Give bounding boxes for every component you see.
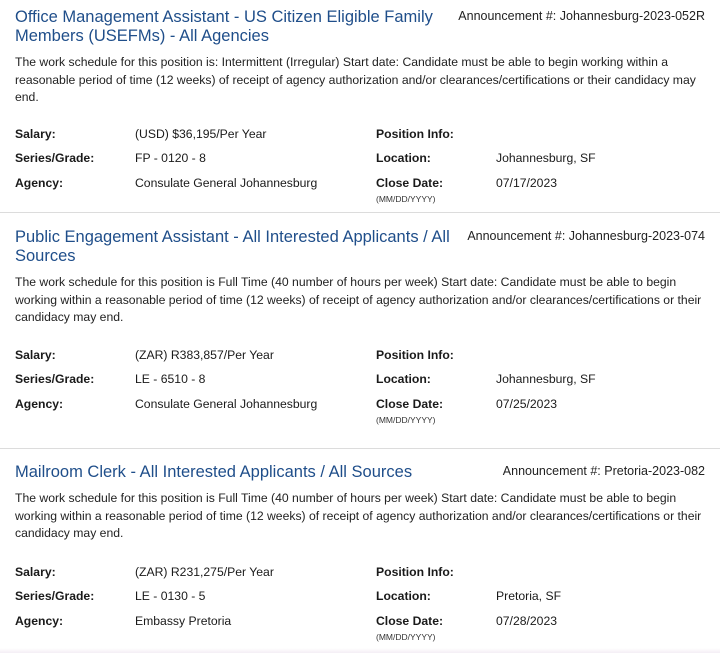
date-format-hint: (MM/DD/YYYY)	[376, 193, 436, 204]
salary-value: (ZAR) R231,275/Per Year	[135, 564, 274, 579]
salary-label: Salary:	[15, 347, 56, 362]
details-row	[15, 175, 705, 204]
close-date-label: Close Date:	[376, 613, 444, 628]
announcement-number: Announcement #: Johannesburg-2023-074	[467, 229, 705, 243]
position-info-label: Position Info:	[376, 347, 454, 362]
job-description: The work schedule for this position is: Intermittent (Irregular) Start date: Candidate must be able to begin working within a reasonable period of time (12 weeks) of receipt of agency authorization and/or clearances/certifications or their candidacy may end.	[15, 55, 696, 104]
details-row	[15, 589, 705, 614]
agency-value: Consulate General Johannesburg	[135, 175, 318, 190]
date-format-hint: (MM/DD/YYYY)	[376, 631, 436, 642]
location-label: Location:	[376, 589, 431, 603]
location-value: Pretoria, SF	[496, 589, 562, 603]
job-description: The work schedule for this position is Full Time (40 number of hours per week) Start date: Candidate must be able to begin working within a reasonable period of time (12 weeks) of receipt of agency authorization and/or clearances/certifications or their candidacy may end.	[15, 275, 702, 324]
job-header	[15, 8, 705, 46]
details-row	[15, 613, 705, 642]
job-listing	[0, 212, 720, 448]
position-info-label: Position Info:	[376, 564, 454, 579]
close-date-value: 07/17/2023	[496, 175, 557, 190]
series-grade-value: FP - 0120 - 8	[135, 151, 206, 165]
agency-value: Embassy Pretoria	[135, 613, 232, 628]
close-date-value: 07/28/2023	[496, 613, 557, 628]
job-description: The work schedule for this position is Full Time (40 number of hours per week) Start date: Candidate must be able to begin working within a reasonable period of time (12 weeks) of receipt of agency authorization and/or clearances/certifications or their candidacy may end.	[15, 491, 702, 540]
salary-label: Salary:	[15, 126, 56, 141]
job-title-link[interactable]: Office Management Assistant - US Citizen Eligible Family Members (USEFMs) - All Agencies	[15, 8, 433, 45]
details-row	[15, 396, 705, 425]
job-title-link[interactable]: Public Engagement Assistant - All Interested Applicants / All Sources	[15, 228, 450, 265]
location-value: Johannesburg, SF	[496, 372, 596, 386]
series-grade-label: Series/Grade:	[15, 589, 95, 603]
agency-value: Consulate General Johannesburg	[135, 396, 318, 411]
series-grade-value: LE - 6510 - 8	[135, 372, 206, 386]
close-date-label: Close Date:	[376, 396, 444, 411]
salary-value: (USD) $36,195/Per Year	[135, 126, 267, 141]
location-value: Johannesburg, SF	[496, 151, 596, 165]
job-header	[15, 463, 705, 482]
agency-label: Agency:	[15, 175, 64, 190]
close-date-value: 07/25/2023	[496, 396, 557, 411]
salary-value: (ZAR) R383,857/Per Year	[135, 347, 274, 362]
bottom-edge	[0, 648, 720, 653]
job-header	[15, 228, 705, 266]
details-row	[15, 151, 705, 176]
job-details	[15, 126, 705, 204]
location-label: Location:	[376, 151, 431, 165]
details-row	[15, 348, 705, 373]
series-grade-label: Series/Grade:	[15, 372, 95, 386]
job-listing	[0, 0, 720, 212]
series-grade-value: LE - 0130 - 5	[135, 589, 206, 603]
series-grade-label: Series/Grade:	[15, 151, 95, 165]
job-details	[15, 564, 705, 642]
details-row	[15, 372, 705, 397]
job-details	[15, 347, 705, 425]
announcement-number: Announcement #: Pretoria-2023-082	[502, 464, 705, 478]
details-row	[15, 565, 705, 590]
agency-label: Agency:	[15, 396, 64, 411]
date-format-hint: (MM/DD/YYYY)	[376, 414, 436, 425]
salary-label: Salary:	[15, 564, 56, 579]
position-info-label: Position Info:	[376, 126, 454, 141]
agency-label: Agency:	[15, 613, 64, 628]
job-listing	[0, 448, 720, 653]
job-title-link[interactable]: Mailroom Clerk - All Interested Applicants / All Sources	[15, 463, 413, 481]
details-row	[15, 127, 705, 152]
location-label: Location:	[376, 372, 431, 386]
close-date-label: Close Date:	[376, 175, 444, 190]
announcement-number: Announcement #: Johannesburg-2023-052R	[458, 9, 705, 23]
